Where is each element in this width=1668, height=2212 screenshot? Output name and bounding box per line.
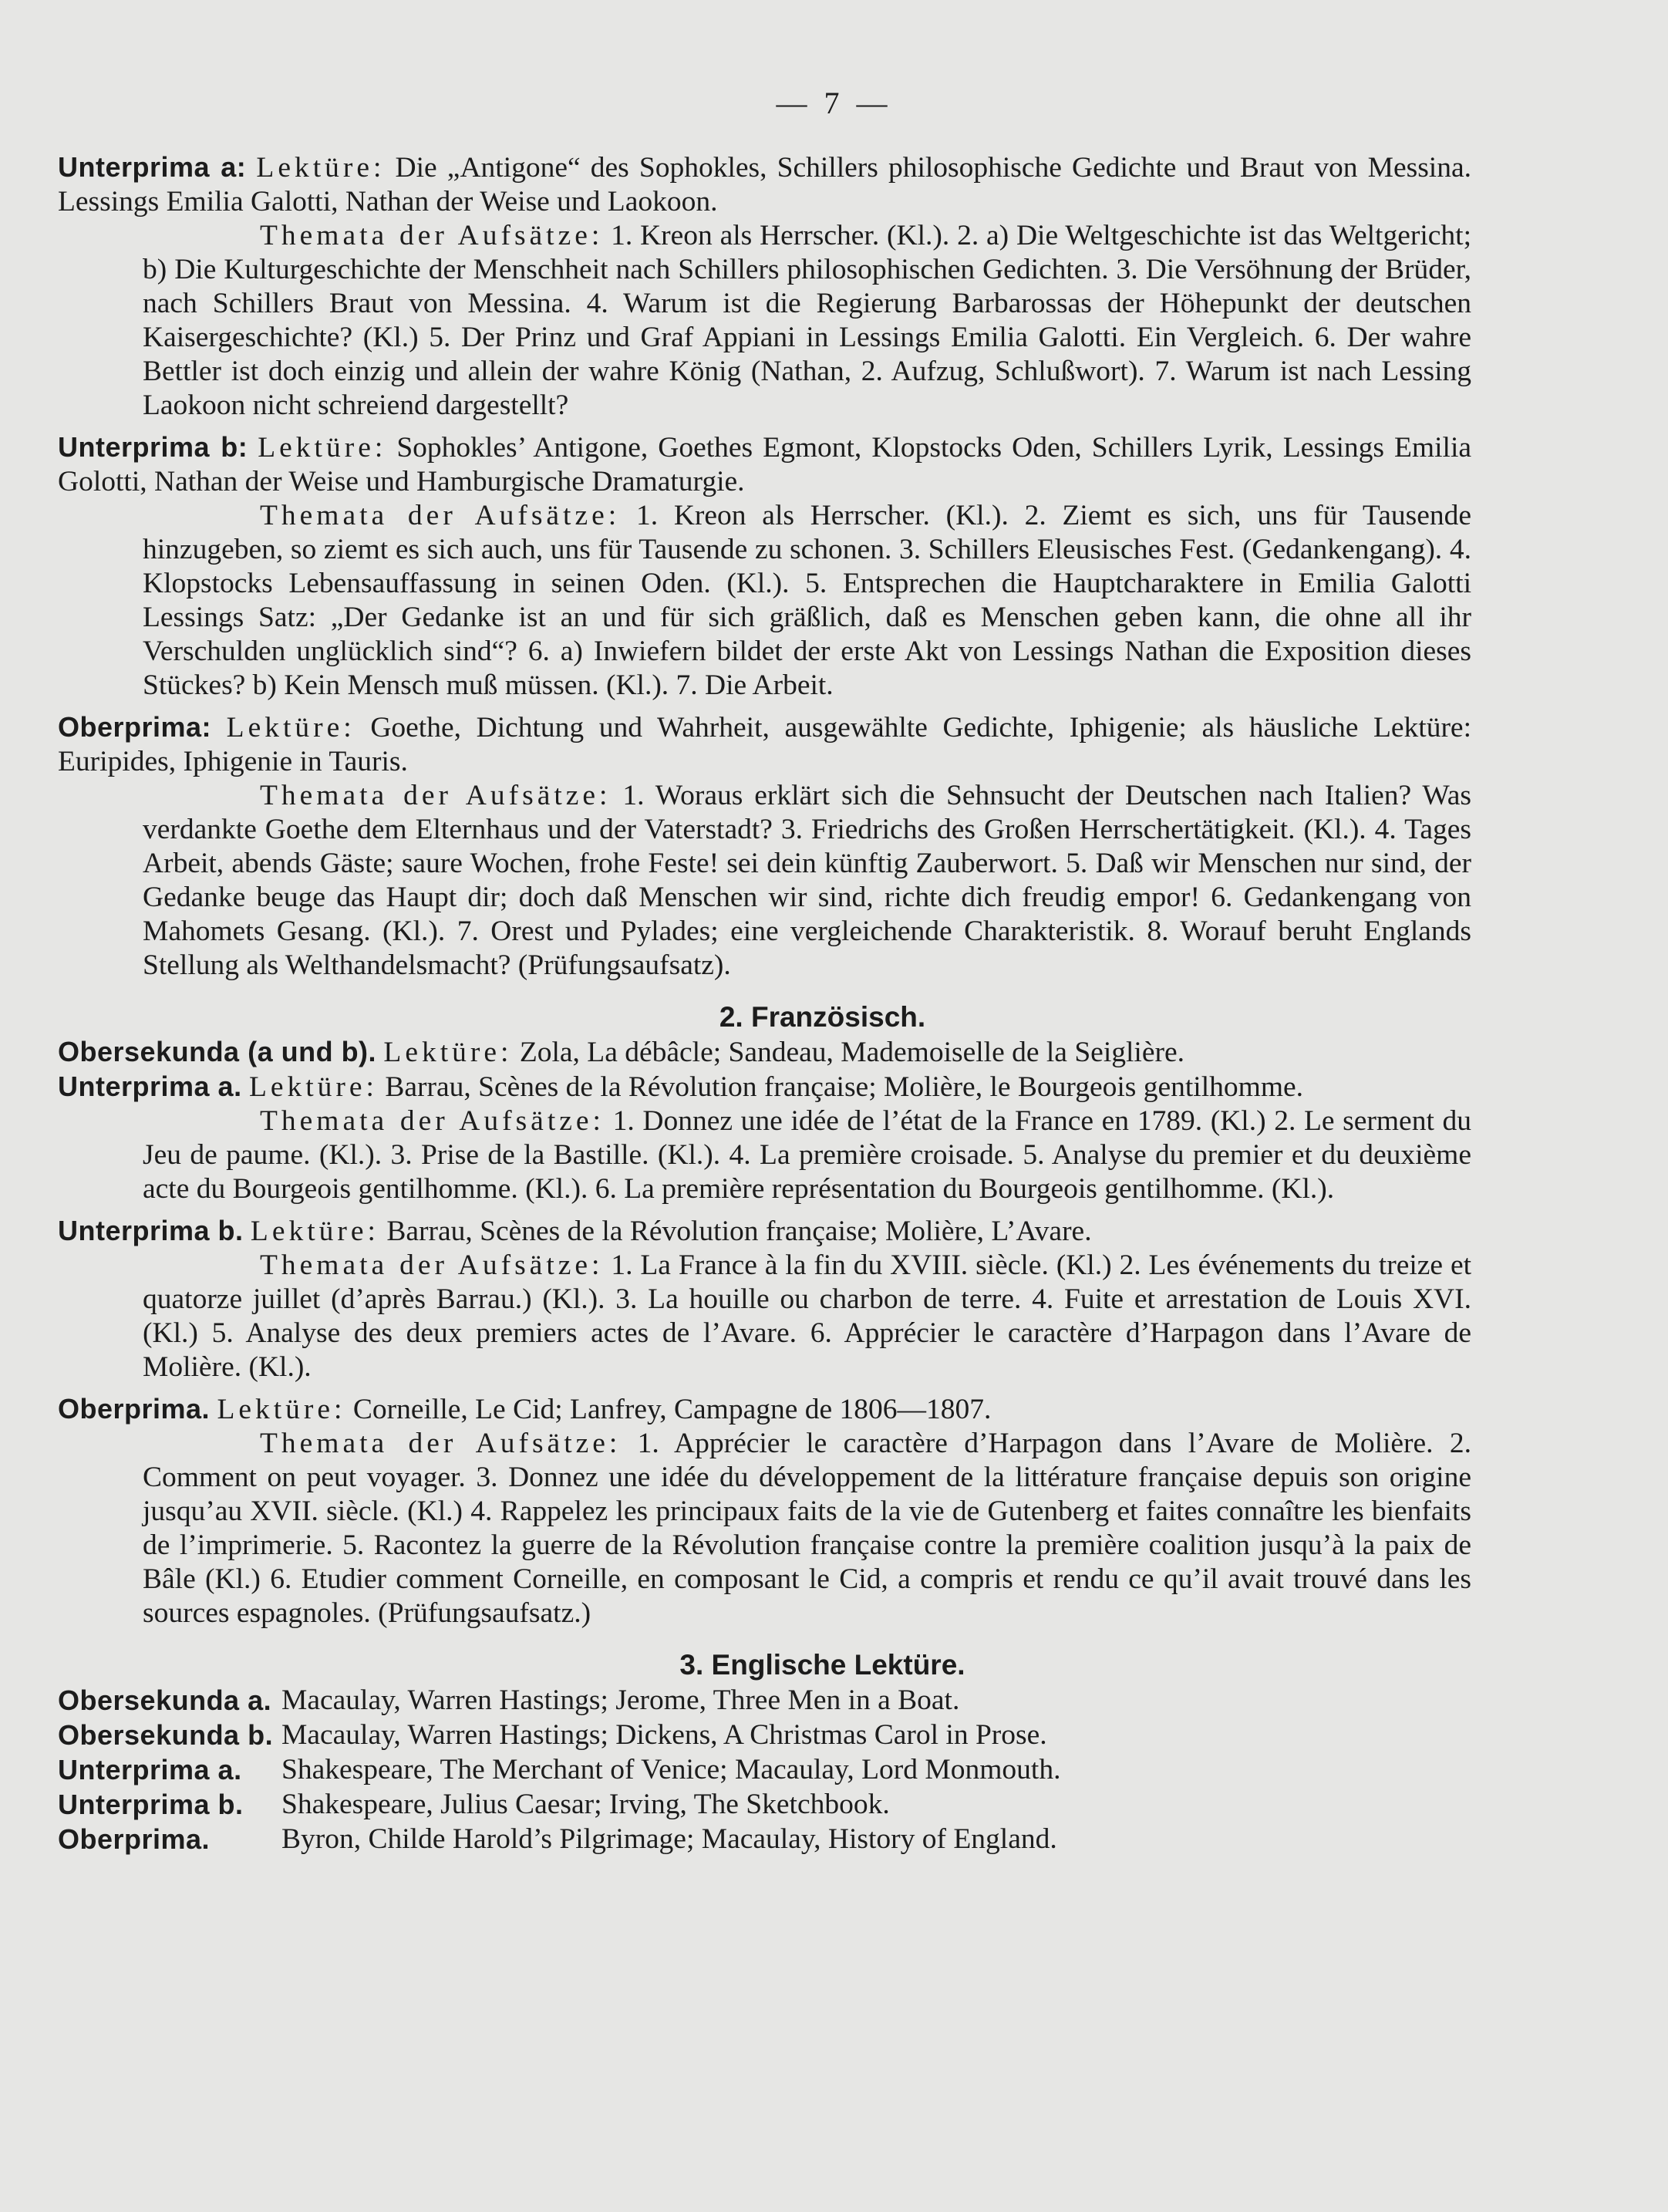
section-english: [58, 1649, 1471, 1856]
entry-label: Unterprima b:: [58, 431, 248, 463]
list-item: [58, 1752, 1471, 1787]
entry-unterprima-a-fr: [58, 1070, 1471, 1206]
entry-label: Obersekunda (a und b).: [58, 1036, 377, 1067]
themata-text: 1. Donnez une idée de l’état de la France en 1789. (Kl.) 2. Le serment du Jeu de paume. (Kl.). 3. Prise de la Bastille. (Kl.). 4. La première croisade. 5. Analyse du premier et du deuxième acte du Bourgeois gentilhomme. (Kl.). 6. La première représentation du Bourgeois gentilhomme. (Kl.).: [143, 1105, 1472, 1205]
list-item: [58, 1787, 1471, 1822]
entry-oberprima-fr: [58, 1392, 1471, 1630]
entry-label: Oberprima.: [58, 1393, 211, 1425]
lekture-text: Goethe, Dichtung und Wahrheit, ausgewählte Gedichte, Iphigenie; als häusliche Lektüre: Euripides, Iphigenie in Tauris.: [58, 712, 1471, 777]
list-item: [58, 1822, 1471, 1856]
themata-label: Themata der Aufsätze:: [260, 1249, 604, 1281]
lekture-text: Barrau, Scènes de la Révolution française; Molière, L’Avare.: [386, 1216, 1092, 1247]
themata-label: Themata der Aufsätze:: [260, 780, 612, 811]
lekture-label: Lektüre:: [383, 1037, 513, 1068]
entry-label: Unterprima a.: [58, 1754, 242, 1785]
entry-label: Unterprima b.: [58, 1789, 244, 1820]
list-item: [58, 1683, 1471, 1718]
lekture-label: Lektüre:: [250, 1216, 379, 1247]
entry-label: Oberprima:: [58, 711, 212, 743]
entry-label: Unterprima a:: [58, 151, 247, 183]
lekture-label: Lektüre:: [217, 1394, 346, 1425]
lekture-label: Lektüre:: [256, 152, 386, 184]
themata-text: 1. Woraus erklärt sich die Sehnsucht der Deutschen nach Italien? Was verdankte Goethe dem Elternhaus und der Vaterstadt? 3. Friedrichs des Großen Herrschertätigkeit. (Kl.). 4. Tages Arbeit, abends Gäste; saure Wochen, frohe Feste! sei dein künftig Zauberwort. 5. Daß wir Menschen nur sind, der Gedanke beuge das Haupt dir; doch daß Menschen wir sind, richte dich freudig empor! 6. Gedankengang von Mahomets Gesang. (Kl.). 7. Orest und Pylades; eine vergleichende Charakteristik. 8. Worauf beruht Englands Stellung als Welthandelsmacht? (Prüfungsaufsatz).: [143, 780, 1471, 981]
entry-text: Macaulay, Warren Hastings; Jerome, Three Men in a Boat.: [281, 1684, 960, 1716]
entry-label: Obersekunda b.: [58, 1719, 274, 1751]
lekture-text: Die „Antigone“ des Sophokles, Schillers philosophische Gedichte und Braut von Messina. Lessings Emilia Galotti, Nathan der Weise und Laokoon.: [58, 152, 1471, 217]
entry-label: Unterprima a.: [58, 1071, 242, 1102]
entry-label: Unterprima b.: [58, 1215, 244, 1246]
lekture-label: Lektüre:: [226, 712, 356, 744]
list-item: [58, 1718, 1471, 1752]
section-german: [58, 150, 1471, 983]
entry-label: Obersekunda a.: [58, 1684, 272, 1716]
lekture-label: Lektüre:: [248, 1071, 378, 1103]
lekture-text: Barrau, Scènes de la Révolution française; Molière, le Bourgeois gentilhomme.: [385, 1071, 1304, 1103]
section-french: [58, 1001, 1471, 1630]
themata-text: 1. Apprécier le caractère d’Harpagon dans l’Avare de Molière. 2. Comment on peut voyager. 3. Donnez une idée du développement de la littérature française depuis son origine jusqu’au XVII. siècle. (Kl.) 4. Rappelez les principaux faits de la vie de Gutenberg et faites connaître les bienfaits de l’imprimerie. 5. Racontez la guerre de la Révolution française contre la première coalition jusqu’à la paix de Bâle (Kl.) 6. Etudier comment Corneille, en composant le Cid, a compris et rendu ce qu’il avait trouvé dans les sources espagnoles. (Prüfungsaufsatz.): [143, 1428, 1472, 1629]
entry-text: Shakespeare, The Merchant of Venice; Macaulay, Lord Monmouth.: [281, 1754, 1061, 1785]
entry-obersekunda: [58, 1035, 1471, 1070]
themata-label: Themata der Aufsätze:: [260, 220, 604, 251]
themata-label: Themata der Aufsätze:: [260, 1428, 622, 1459]
themata-text: 1. La France à la fin du XVIII. siècle. (Kl.) 2. Les événements du treize et quatorze juillet (d’après Barrau.) (Kl.). 3. La houille ou charbon de terre. 4. Fuite et arrestation de Louis XVI. (Kl.) 5. Analyse des deux premiers actes de l’Avare. 6. Apprécier le caractère d’Harpagon dans l’Avare de Molière. (Kl.).: [143, 1249, 1472, 1383]
entry-oberprima: [58, 710, 1471, 983]
entry-unterprima-b: [58, 430, 1471, 703]
entry-text: Macaulay, Warren Hastings; Dickens, A Christmas Carol in Prose.: [281, 1719, 1047, 1751]
themata-label: Themata der Aufsätze:: [260, 500, 621, 531]
themata-text: 1. Kreon als Herrscher. (Kl.). 2. Ziemt es sich, uns für Tausende hinzugeben, so ziemt es sich auch, uns für Tausende zu schonen. 3. Schillers Eleusisches Fest. (Gedankengang). 4. Klopstocks Lebensauffassung in seinen Oden. (Kl.). 5. Entsprechen die Hauptcharaktere in Emilia Galotti Lessings Satz: „Der Gedanke ist an und für sich gräßlich, daß es Menschen geben kann, die ohne all ihr Verschulden unglücklich sind“? 6. a) Inwiefern bildet der erste Akt von Lessings Nathan die Exposition dieses Stückes? b) Kein Mensch muß müssen. (Kl.). 7. Die Arbeit.: [143, 500, 1471, 701]
lekture-text: Corneille, Le Cid; Lanfrey, Campagne de 1806—1807.: [352, 1394, 992, 1425]
english-list: [58, 1683, 1471, 1856]
section-heading: 3. Englische Lektüre.: [679, 1649, 965, 1681]
themata-text: 1. Kreon als Herrscher. (Kl.). 2. a) Die Weltgeschichte ist das Weltgericht; b) Die Kulturgeschichte der Menschheit nach Schillers philosophischen Gedichten. 3. Die Versöhnung der Brüder, nach Schillers Braut von Messina. 4. Warum ist die Regierung Barbarossas der Höhepunkt der deutschen Kaisergeschichte? (Kl.) 5. Der Prinz und Graf Appiani in Lessings Emilia Galotti. Ein Vergleich. 6. Der wahre Bettler ist doch einzig und allein der wahre König (Nathan, 2. Aufzug, Schlußwort). 7. Warum ist nach Lessing Laokoon nicht schreiend dargestellt?: [143, 220, 1471, 421]
entry-unterprima-b-fr: [58, 1214, 1471, 1384]
themata-label: Themata der Aufsätze:: [260, 1105, 605, 1137]
entry-label: Oberprima.: [58, 1823, 211, 1855]
lekture-label: Lektüre:: [258, 432, 387, 464]
entry-text: Shakespeare, Julius Caesar; Irving, The Sketchbook.: [281, 1789, 890, 1820]
lekture-text: Sophokles’ Antigone, Goethes Egmont, Klopstocks Oden, Schillers Lyrik, Lessings Emilia Golotti, Nathan der Weise und Hamburgische Dramaturgie.: [58, 432, 1472, 497]
entry-unterprima-a: [58, 150, 1471, 423]
lekture-text: Zola, La débâcle; Sandeau, Mademoiselle de la Seiglière.: [519, 1037, 1184, 1068]
section-heading: 2. Französisch.: [719, 1001, 926, 1033]
entry-text: Byron, Childe Harold’s Pilgrimage; Macaulay, History of England.: [281, 1823, 1057, 1855]
page-number: — 7 —: [776, 86, 892, 120]
